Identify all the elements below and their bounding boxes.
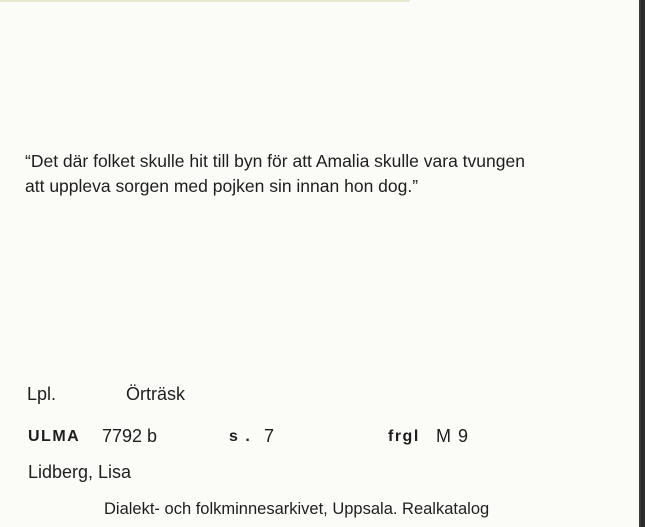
ulma-label: ULMA xyxy=(28,428,81,445)
frgl-label: frgl xyxy=(388,428,420,445)
page-value: 7 xyxy=(264,426,275,446)
quote-line-1: “Det där folket skulle hit till byn för att Amalia skulle vara tvungen xyxy=(25,151,525,171)
frgl-value: M 9 xyxy=(436,426,470,446)
lpl-value: Örträsk xyxy=(126,384,186,404)
quote-line-2: att uppleva sorgen med pojken sin innan hon dog.” xyxy=(25,176,419,196)
card-top-edge xyxy=(0,0,410,2)
quote-text xyxy=(25,149,525,199)
lpl-label: Lpl. xyxy=(27,384,57,404)
ulma-value: 7792 b xyxy=(102,426,158,446)
archive-footer: Dialekt- och folkminnesarkivet, Uppsala. Realkatalog xyxy=(104,500,490,518)
page-label: s . xyxy=(229,428,252,445)
informant-name: Lidberg, Lisa xyxy=(28,462,132,482)
